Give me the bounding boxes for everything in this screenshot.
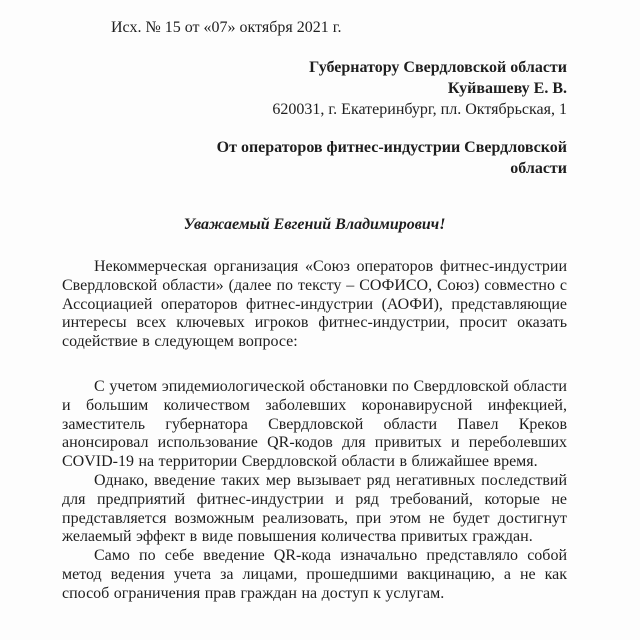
- outgoing-reference-line: Исх. № 15 от «07» октября 2021 г.: [111, 19, 342, 36]
- paragraph-union-intro: Некоммерческая организация «Союз операторов фитнес-индустрии Свердловской области» (далее по тексту – СОФИСО, Союз) совместно с Ассоциацией операторов фитнес-индустрии (АОФИ), представляющие интересы всех ключевых игроков фитнес-индустрии, просит оказать содействие в следующем вопросе:: [62, 258, 567, 351]
- paragraph-qr-code-purpose: Само по себе введение QR-кода изначально представляло собой метод ведения учета за лицами, прошедшими вакцинацию, а не как способ ограничения прав граждан на доступ к услугам.: [62, 547, 567, 602]
- recipient-title: Губернатору Свердловской области: [309, 59, 567, 76]
- recipient-name: Куйвашеву Е. В.: [447, 80, 567, 97]
- sender-line: От операторов фитнес-индустрии Свердловской области: [216, 139, 567, 177]
- salutation: Уважаемый Евгений Владимирович!: [183, 216, 446, 233]
- paragraph-negative-consequences: Однако, введение таких мер вызывает ряд негативных последствий для предприятий фитнес-индустрии и ряд требований, которые не представляется возможным реализовать, при этом не будет достигнут желаемый эффект в виде повышения количества привитых граждан.: [62, 471, 567, 546]
- recipient-block: [62, 57, 567, 120]
- paragraph-epidemic-situation: С учетом эпидемиологической обстановки по Свердловской области и большим количеством заболевших коронавирусной инфекцией, заместитель губернатора Свердловской области Павел Креков анонсировал использование QR-кодов для привитых и переболевших COVID-19 на территории Свердловской области в ближайшее время.: [62, 377, 567, 471]
- recipient-address: 620031, г. Екатеринбург, пл. Октябрьская, 1: [272, 101, 567, 118]
